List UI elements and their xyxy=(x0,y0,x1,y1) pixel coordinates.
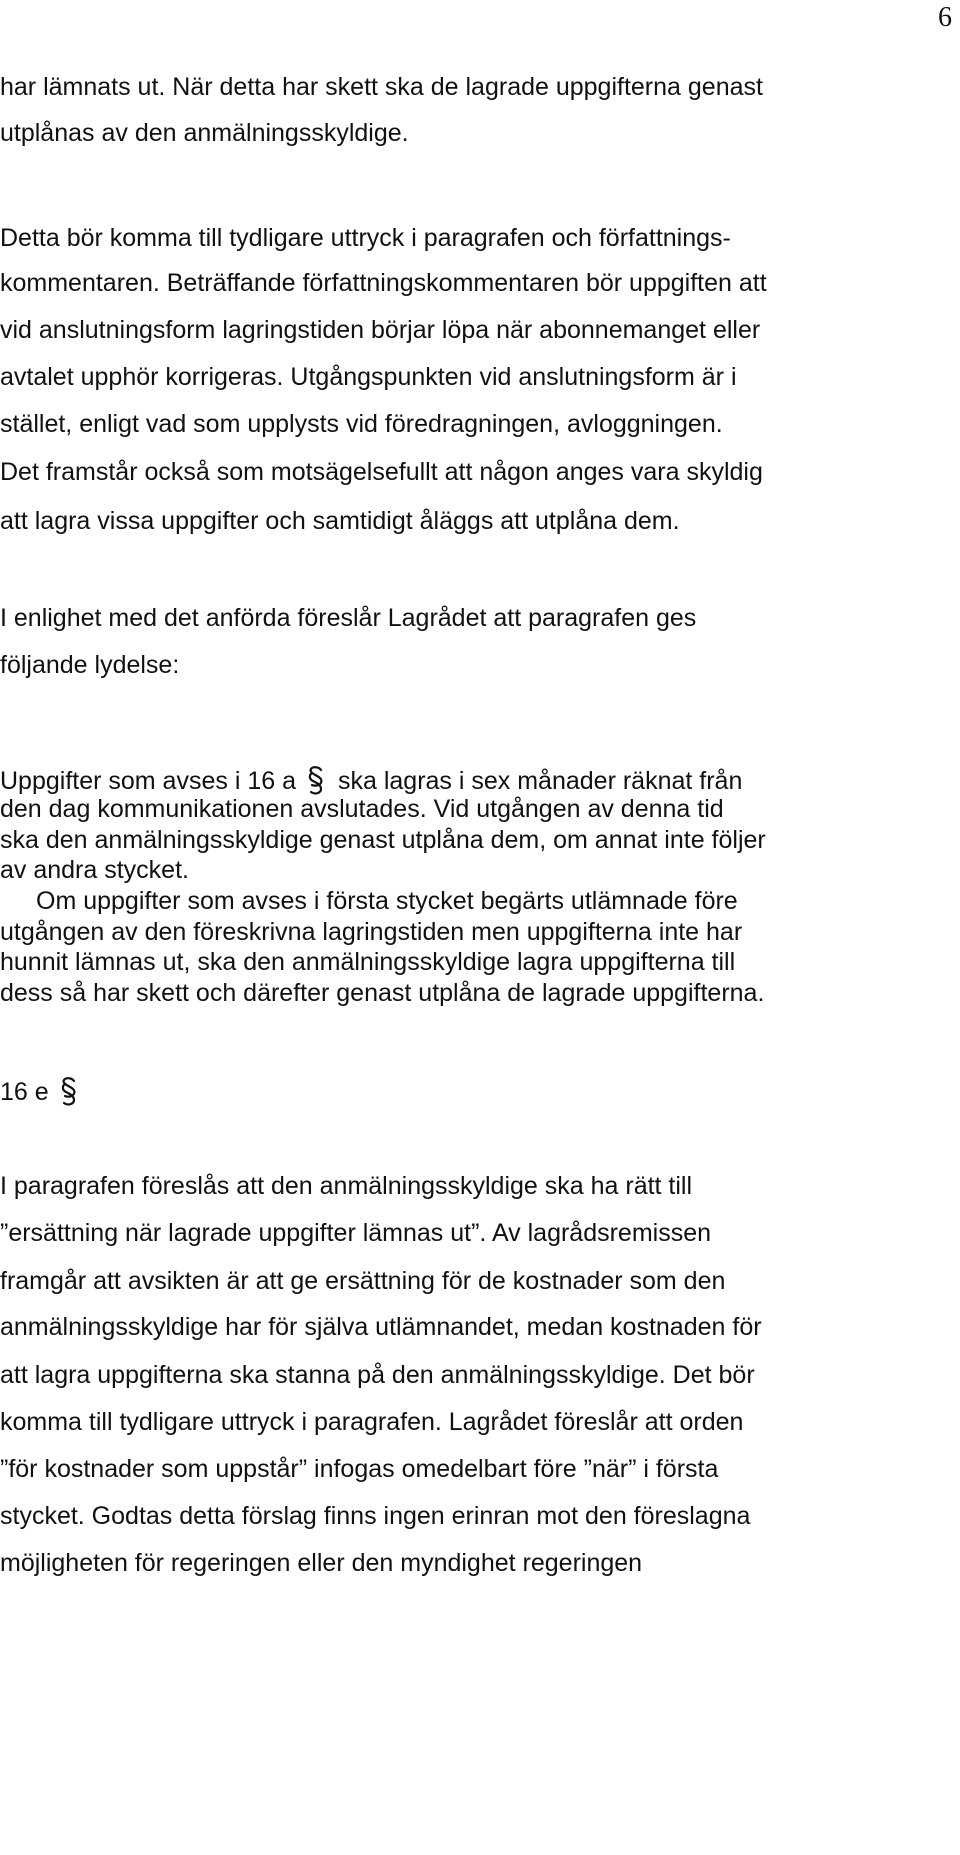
section-sign-icon xyxy=(306,765,326,797)
body-line: framgår att avsikten är att ge ersättning för de kostnader som den xyxy=(0,1267,726,1295)
body-line: Det framstår också som motsägelsefullt att någon anges vara skyldig xyxy=(0,458,763,486)
proposal-line: ska den anmälningsskyldige genast utplåna dem, om annat inte följer xyxy=(0,826,766,854)
section-heading xyxy=(0,1076,79,1108)
body-line: I paragrafen föreslås att den anmälningsskyldige ska ha rätt till xyxy=(0,1172,693,1200)
proposal-line: av andra stycket. xyxy=(0,856,189,884)
body-line: ”för kostnader som uppstår” infogas omedelbart före ”när” i första xyxy=(0,1455,719,1483)
body-line: att lagra vissa uppgifter och samtidigt åläggs att utplåna dem. xyxy=(0,507,680,535)
body-line: att lagra uppgifterna ska stanna på den anmälningsskyldige. Det bör xyxy=(0,1361,755,1389)
proposal-line: Om uppgifter som avses i första stycket begärts utlämnade före xyxy=(36,887,738,915)
body-line: avtalet upphör korrigeras. Utgångspunkten vid anslutningsform är i xyxy=(0,363,737,391)
body-line: möjligheten för regeringen eller den myndighet regeringen xyxy=(0,1549,643,1577)
proposal-text: ska lagras i sex månader räknat från xyxy=(337,767,743,795)
proposal-text: Uppgifter som avses i 16 a xyxy=(0,767,296,795)
body-line: följande lydelse: xyxy=(0,651,180,679)
proposal-line: hunnit lämnas ut, ska den anmälningsskyldige lagra uppgifterna till xyxy=(0,948,736,976)
proposal-line: den dag kommunikationen avslutades. Vid utgången av denna tid xyxy=(0,795,724,823)
proposal-line: dess så har skett och därefter genast utplåna de lagrade uppgifterna. xyxy=(0,979,765,1007)
proposal-line xyxy=(0,765,742,797)
body-line: kommentaren. Beträffande författningskommentaren bör uppgiften att xyxy=(0,269,767,297)
page-number: 6 xyxy=(938,2,952,33)
body-line: stället, enligt vad som upplysts vid föredragningen, avloggningen. xyxy=(0,410,723,438)
body-line: Detta bör komma till tydligare uttryck i paragrafen och författnings- xyxy=(0,224,731,252)
body-line: stycket. Godtas detta förslag finns ingen erinran mot den föreslagna xyxy=(0,1502,751,1530)
body-line: vid anslutningsform lagringstiden börjar löpa när abonnemanget eller xyxy=(0,316,761,344)
body-line: ”ersättning när lagrade uppgifter lämnas ut”. Av lagrådsremissen xyxy=(0,1219,712,1247)
proposal-line: utgången av den föreskrivna lagringstiden men uppgifterna inte har xyxy=(0,918,743,946)
body-line: I enlighet med det anförda föreslår Lagrådet att paragrafen ges xyxy=(0,604,697,632)
body-line: har lämnats ut. När detta har skett ska de lagrade uppgifterna genast xyxy=(0,73,763,101)
body-line: komma till tydligare uttryck i paragrafen. Lagrådet föreslår att orden xyxy=(0,1408,744,1436)
body-line: anmälningsskyldige har för själva utlämnandet, medan kostnaden för xyxy=(0,1313,762,1341)
section-sign-icon xyxy=(59,1076,79,1108)
section-heading-text: 16 e xyxy=(0,1078,49,1106)
body-line: utplånas av den anmälningsskyldige. xyxy=(0,119,409,147)
